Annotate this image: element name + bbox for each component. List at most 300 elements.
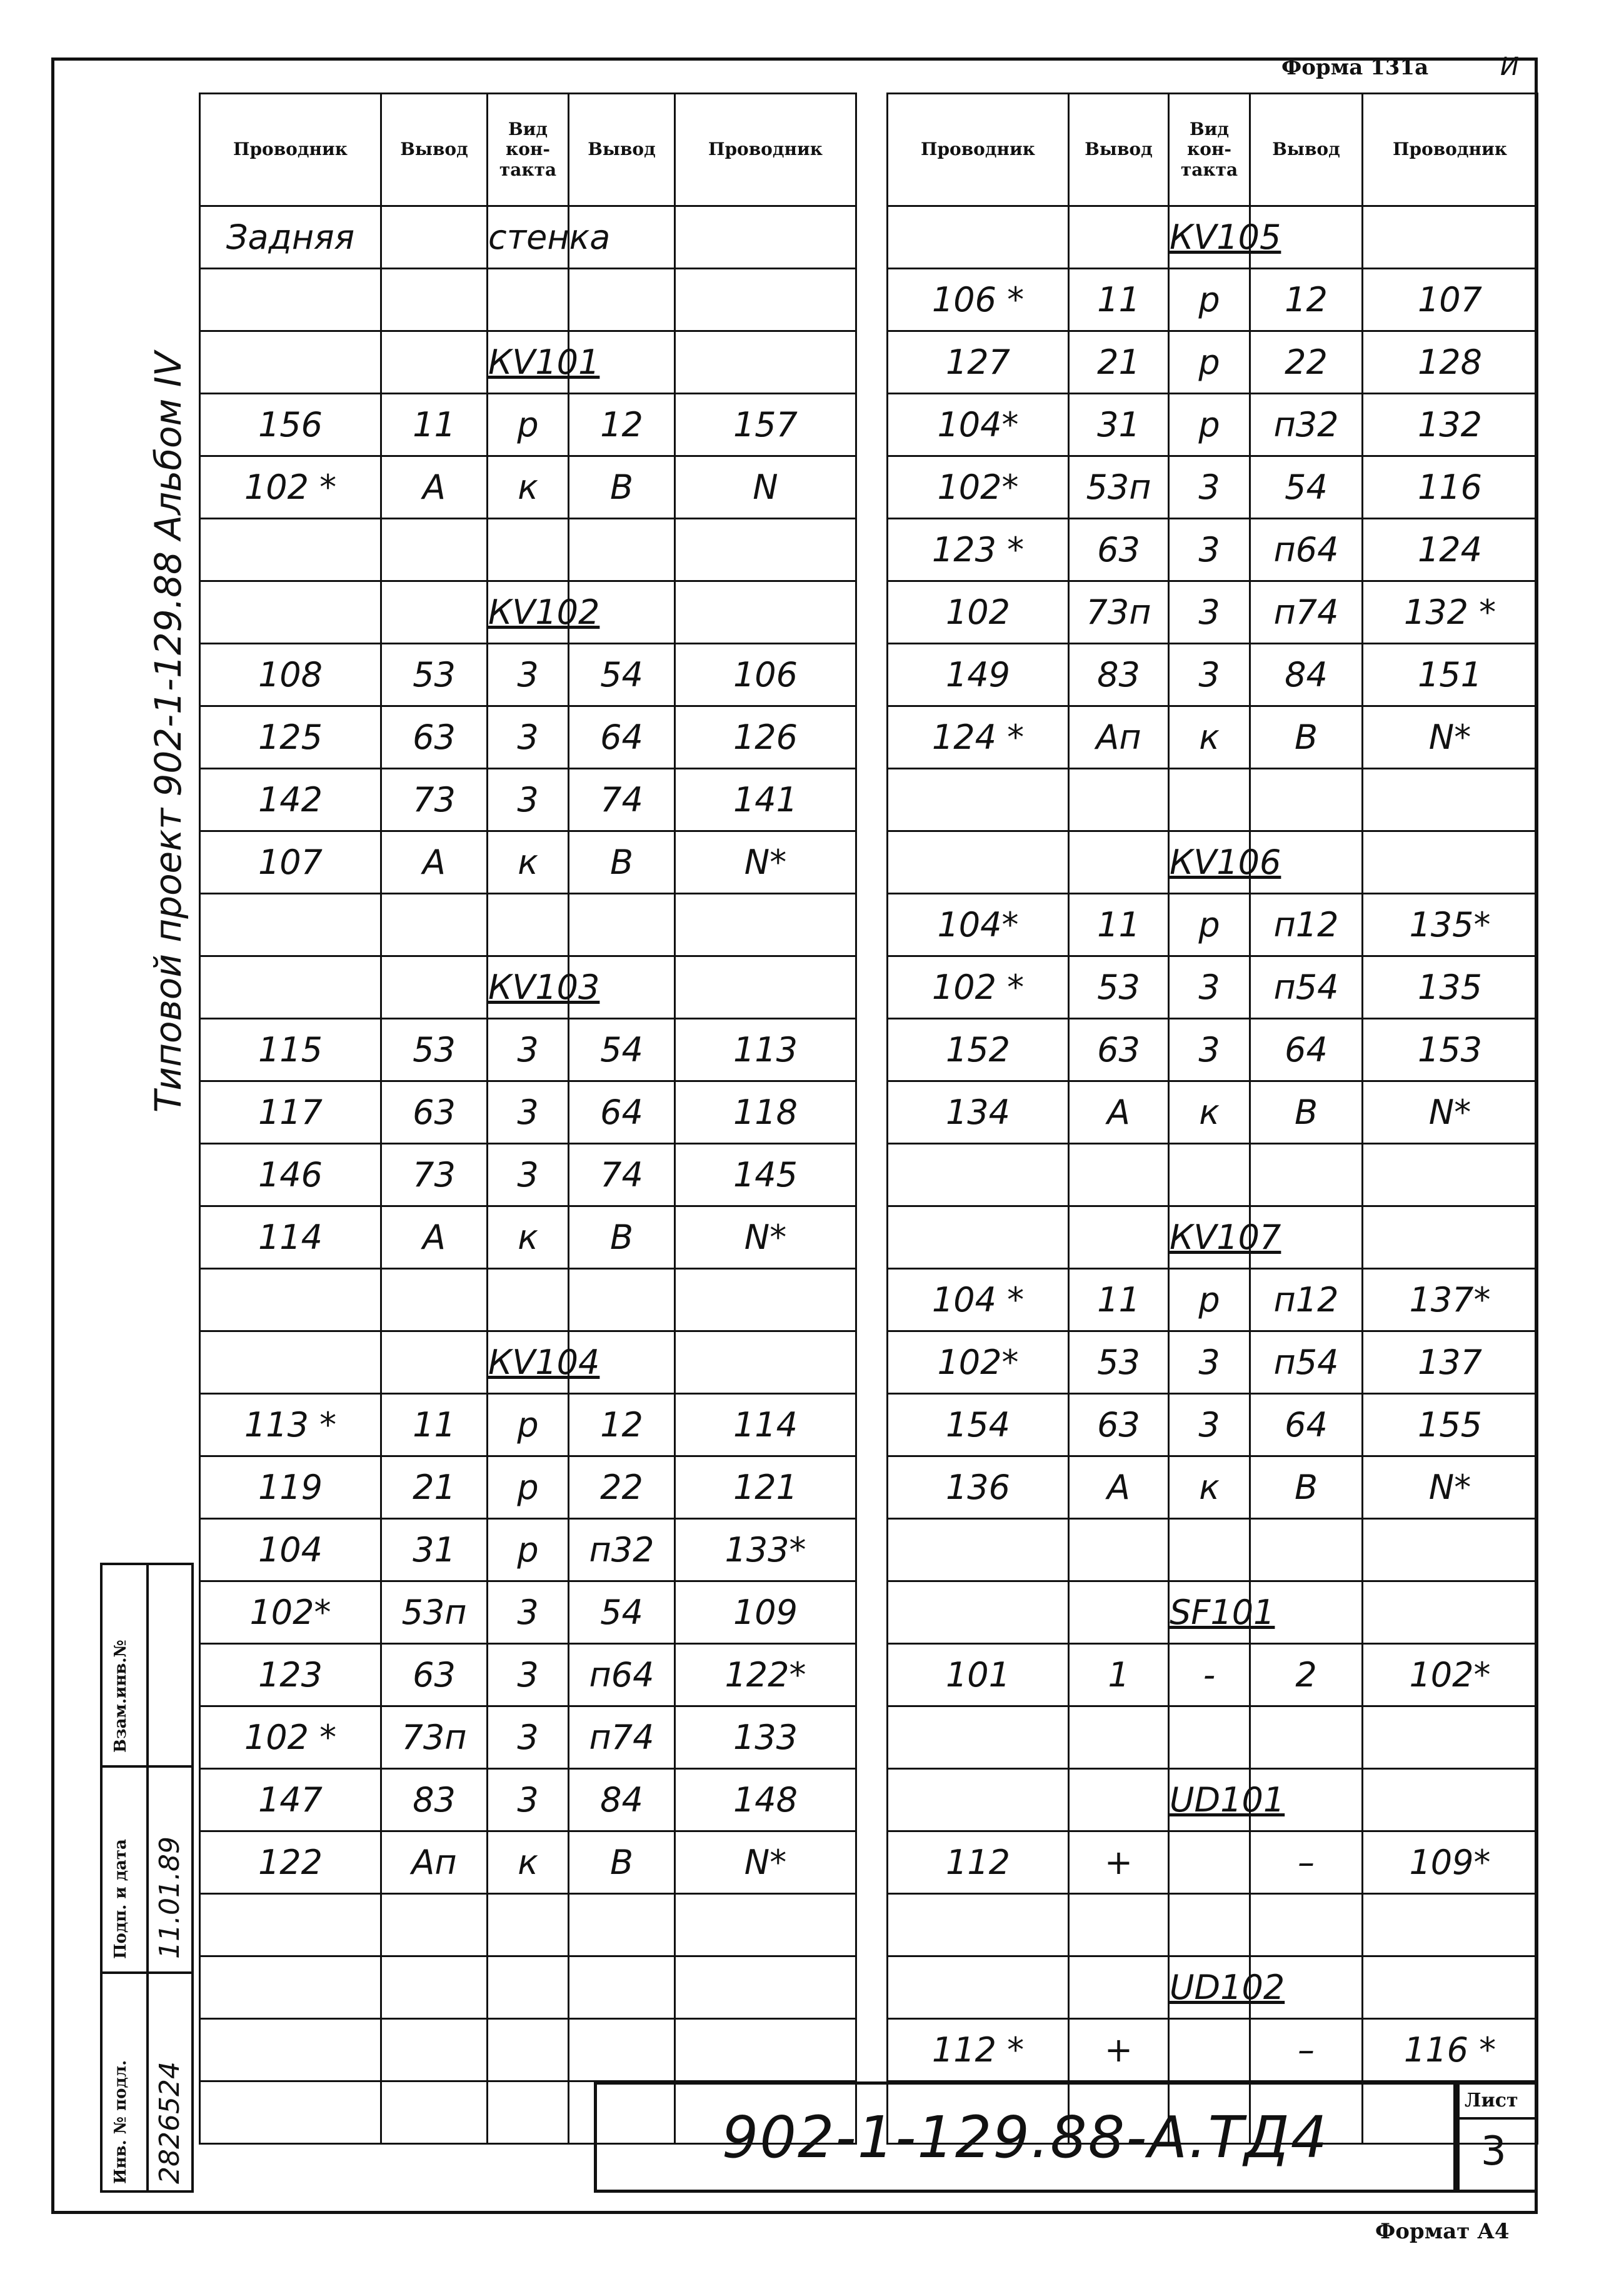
stamp-value-date: 11.01.89 (154, 1836, 186, 1959)
table-cell: 3 (488, 644, 569, 706)
table-cell: 53 (381, 644, 488, 706)
header-conductor: Проводник (675, 94, 856, 206)
table-cell: 122 (200, 1831, 381, 1894)
table-cell: 133* (675, 1519, 856, 1581)
table-cell: 124 * (888, 706, 1069, 769)
table-row (200, 1644, 856, 1706)
table-cell (381, 894, 488, 956)
table-cell: 156 (200, 394, 381, 456)
table-cell: UD102 (1169, 1956, 1250, 2019)
table-row (200, 394, 856, 456)
table-cell (200, 1894, 381, 1956)
table-cell: к (1169, 1456, 1250, 1519)
table-cell: 102 (888, 581, 1069, 644)
table-cell (200, 269, 381, 331)
stamp-label-replaced: Взам.инв.№ (111, 1640, 130, 1753)
table-cell (1250, 1894, 1363, 1956)
table-row (200, 1394, 856, 1456)
format-label: Формат А4 (1375, 2219, 1510, 2244)
table-cell: 3 (488, 1644, 569, 1706)
table-cell (1069, 1769, 1169, 1831)
table-cell: 64 (1250, 1394, 1363, 1456)
table-cell (381, 581, 488, 644)
table-cell: 145 (675, 1144, 856, 1206)
table-cell (381, 1269, 488, 1331)
table-cell: В (1250, 1456, 1363, 1519)
table-cell: А (381, 831, 488, 894)
table-cell (1363, 769, 1538, 831)
title-block (594, 2081, 1456, 2193)
table-cell (675, 1331, 856, 1394)
table-cell (675, 581, 856, 644)
table-cell (1069, 1581, 1169, 1644)
table-row (888, 894, 1538, 956)
table-cell: 109 (675, 1581, 856, 1644)
table-cell: 3 (1169, 1331, 1250, 1394)
table-cell (1069, 1206, 1169, 1269)
table-cell: 136 (888, 1456, 1069, 1519)
table-cell: 3 (1169, 1394, 1250, 1456)
table-row (888, 206, 1538, 269)
table-row (200, 519, 856, 581)
table-cell (1363, 1206, 1538, 1269)
table-row (888, 331, 1538, 394)
table-cell: N* (1363, 1081, 1538, 1144)
table-row (888, 1019, 1538, 1081)
table-cell (488, 2081, 569, 2144)
table-cell: 134 (888, 1081, 1069, 1144)
table-cell (675, 1269, 856, 1331)
table-cell: 84 (569, 1769, 675, 1831)
table-cell: 53п (1069, 456, 1169, 519)
table-cell: п32 (569, 1519, 675, 1581)
table-cell (569, 269, 675, 331)
table-row (888, 769, 1538, 831)
table-cell: 102* (200, 1581, 381, 1644)
table-cell: 113 (675, 1019, 856, 1081)
table-cell: 73п (1069, 581, 1169, 644)
table-row (888, 1331, 1538, 1394)
table-cell: В (1250, 1081, 1363, 1144)
table-cell: 3 (488, 1019, 569, 1081)
table-cell: 112 (888, 1831, 1069, 1894)
table-cell: 53 (1069, 1331, 1169, 1394)
table-cell: 132 * (1363, 581, 1538, 644)
header-terminal: Вывод (1250, 94, 1363, 206)
table-row (200, 2019, 856, 2081)
table-cell (1363, 1956, 1538, 2019)
table-cell: 114 (200, 1206, 381, 1269)
table-cell: 83 (1069, 644, 1169, 706)
table-cell (1069, 1956, 1169, 2019)
table-cell (1169, 1144, 1250, 1206)
table-cell: N* (675, 1206, 856, 1269)
table-cell (569, 1894, 675, 1956)
table-cell: 154 (888, 1394, 1069, 1456)
table-cell (381, 1894, 488, 1956)
table-cell (200, 581, 381, 644)
table-cell (675, 2019, 856, 2081)
table-cell: 128 (1363, 331, 1538, 394)
table-cell (1363, 206, 1538, 269)
table-cell: р (488, 394, 569, 456)
table-cell: 135* (1363, 894, 1538, 956)
table-cell (1169, 2019, 1250, 2081)
table-cell: 3 (488, 1706, 569, 1769)
table-cell: 63 (381, 706, 488, 769)
table-cell: 84 (1250, 644, 1363, 706)
table-row (200, 1581, 856, 1644)
table-cell (1250, 1519, 1363, 1581)
table-cell: КV105 (1169, 206, 1250, 269)
table-cell: 133 (675, 1706, 856, 1769)
table-cell (675, 269, 856, 331)
table-row (200, 769, 856, 831)
table-cell: 3 (1169, 644, 1250, 706)
table-cell: к (488, 1831, 569, 1894)
table-cell: 3 (1169, 519, 1250, 581)
table-cell (675, 519, 856, 581)
table-cell: 122* (675, 1644, 856, 1706)
table-cell: 63 (1069, 519, 1169, 581)
table-cell: 3 (488, 706, 569, 769)
table-cell: 124 (1363, 519, 1538, 581)
table-cell: р (1169, 331, 1250, 394)
table-row (200, 269, 856, 331)
table-row (888, 519, 1538, 581)
table-cell: 157 (675, 394, 856, 456)
table-cell (1363, 1519, 1538, 1581)
table-cell: КV104 (488, 1331, 569, 1394)
table-row (200, 956, 856, 1019)
table-cell (888, 1706, 1069, 1769)
table-row (200, 1706, 856, 1769)
table-cell: 11 (1069, 1269, 1169, 1331)
table-cell: 2 (1250, 1644, 1363, 1706)
stamp-block (100, 1563, 194, 2193)
table-row (888, 1769, 1538, 1831)
table-cell: р (488, 1456, 569, 1519)
table-cell: 3 (1169, 456, 1250, 519)
table-row (888, 1456, 1538, 1519)
table-cell: 3 (488, 1769, 569, 1831)
table-row (200, 1331, 856, 1394)
table-cell: 63 (1069, 1019, 1169, 1081)
table-cell (1363, 1706, 1538, 1769)
table-cell (888, 769, 1069, 831)
table-cell: 3 (1169, 581, 1250, 644)
table-cell: р (1169, 894, 1250, 956)
table-cell: 21 (1069, 331, 1169, 394)
table-cell (888, 1519, 1069, 1581)
table-cell: 116 * (1363, 2019, 1538, 2081)
table-row (888, 581, 1538, 644)
table-cell: 126 (675, 706, 856, 769)
table-cell (488, 894, 569, 956)
table-cell: - (1169, 1644, 1250, 1706)
table-cell (675, 1894, 856, 1956)
table-cell: 83 (381, 1769, 488, 1831)
table-cell: 22 (1250, 331, 1363, 394)
table-cell: 21 (381, 1456, 488, 1519)
table-cell: п64 (569, 1644, 675, 1706)
table-cell: 11 (381, 394, 488, 456)
table-cell (1363, 1769, 1538, 1831)
table-cell (381, 1956, 488, 2019)
table-cell: N* (1363, 706, 1538, 769)
table-row (200, 1894, 856, 1956)
sheet-label: Лист (1465, 2090, 1518, 2111)
table-cell: п54 (1250, 1331, 1363, 1394)
table-cell (888, 1581, 1069, 1644)
table-cell: В (569, 456, 675, 519)
table-cell (488, 1956, 569, 2019)
table-cell: 104* (888, 394, 1069, 456)
table-cell (888, 831, 1069, 894)
table-cell: + (1069, 1831, 1169, 1894)
table-cell: 53 (381, 1019, 488, 1081)
table-cell (1069, 1706, 1169, 1769)
table-cell (200, 894, 381, 956)
table-row (888, 1144, 1538, 1206)
table-cell (381, 269, 488, 331)
table-row (888, 831, 1538, 894)
header-conductor: Проводник (200, 94, 381, 206)
stamp-value-inventory: 2826524 (154, 2061, 186, 2184)
table-cell (1069, 1894, 1169, 1956)
table-cell: 152 (888, 1019, 1069, 1081)
table-cell: 31 (1069, 394, 1169, 456)
table-cell (200, 2081, 381, 2144)
table-row (200, 581, 856, 644)
table-cell: п74 (569, 1706, 675, 1769)
table-cell: – (1250, 1831, 1363, 1894)
table-cell: к (488, 456, 569, 519)
header-terminal: Вывод (569, 94, 675, 206)
table-row (200, 1019, 856, 1081)
table-cell (569, 1956, 675, 2019)
table-cell: п74 (1250, 581, 1363, 644)
table-cell: 11 (1069, 894, 1169, 956)
table-cell (200, 519, 381, 581)
table-cell: N* (675, 831, 856, 894)
table-cell: 22 (569, 1456, 675, 1519)
table-cell: – (1250, 2019, 1363, 2081)
table-cell: р (488, 1519, 569, 1581)
table-cell: 108 (200, 644, 381, 706)
table-row (888, 644, 1538, 706)
table-cell (675, 206, 856, 269)
table-cell (1069, 1519, 1169, 1581)
table-row (888, 706, 1538, 769)
stamp-label-signature: Подп. и дата (111, 1839, 130, 1959)
table-cell: п32 (1250, 394, 1363, 456)
table-row (888, 1831, 1538, 1894)
table-cell (888, 1769, 1069, 1831)
table-cell (488, 1269, 569, 1331)
table-row (200, 1144, 856, 1206)
table-cell: 132 (1363, 394, 1538, 456)
table-cell (569, 1269, 675, 1331)
left-wiring-table (199, 93, 857, 2145)
table-row (888, 1581, 1538, 1644)
table-row (200, 706, 856, 769)
table-cell (1069, 206, 1169, 269)
table-row (200, 1456, 856, 1519)
table-cell: 153 (1363, 1019, 1538, 1081)
table-cell: 54 (569, 644, 675, 706)
table-cell: 3 (488, 1581, 569, 1644)
table-cell: В (569, 1206, 675, 1269)
table-cell: п54 (1250, 956, 1363, 1019)
table-cell (200, 2019, 381, 2081)
table-cell (200, 956, 381, 1019)
table-cell: 3 (1169, 956, 1250, 1019)
table-row (200, 894, 856, 956)
table-row (888, 1206, 1538, 1269)
table-cell: 104* (888, 894, 1069, 956)
table-cell (1363, 1894, 1538, 1956)
table-cell: Задняя (200, 206, 381, 269)
table-cell: А (381, 456, 488, 519)
table-header-row (888, 94, 1538, 206)
table-row (888, 1706, 1538, 1769)
table-cell: стенка (488, 206, 569, 269)
table-cell: 73 (381, 1144, 488, 1206)
table-row (200, 1956, 856, 2019)
sheet-number-box (1456, 2081, 1538, 2193)
table-row (200, 206, 856, 269)
table-cell: 73п (381, 1706, 488, 1769)
table-cell: 63 (381, 1644, 488, 1706)
table-cell: 64 (569, 1081, 675, 1144)
table-cell: 137 (1363, 1331, 1538, 1394)
table-cell: к (1169, 1081, 1250, 1144)
table-cell: 142 (200, 769, 381, 831)
table-cell: 101 (888, 1644, 1069, 1706)
table-cell (1169, 1706, 1250, 1769)
table-cell: N* (675, 1831, 856, 1894)
table-cell (675, 894, 856, 956)
table-cell: 116 (1363, 456, 1538, 519)
table-row (200, 331, 856, 394)
corner-mark: И (1500, 53, 1519, 81)
table-cell: 149 (888, 644, 1069, 706)
table-row (888, 1644, 1538, 1706)
table-cell: 151 (1363, 644, 1538, 706)
table-cell: КV107 (1169, 1206, 1250, 1269)
table-cell: 64 (569, 706, 675, 769)
table-row (888, 1519, 1538, 1581)
stamp-label-inventory: Инв. № подл. (111, 2060, 130, 2184)
header-terminal: Вывод (381, 94, 488, 206)
table-cell (1069, 769, 1169, 831)
table-cell: Ап (381, 1831, 488, 1894)
table-cell: к (488, 1206, 569, 1269)
table-cell (888, 1206, 1069, 1269)
table-cell: 3 (488, 769, 569, 831)
table-cell: к (1169, 706, 1250, 769)
side-title: Типовой проект 902-1-129.88 Альбом IV (147, 351, 189, 1113)
table-cell: КV102 (488, 581, 569, 644)
table-cell: 54 (569, 1581, 675, 1644)
table-cell: + (1069, 2019, 1169, 2081)
table-row (200, 831, 856, 894)
table-cell: 135 (1363, 956, 1538, 1019)
table-cell (888, 1894, 1069, 1956)
table-cell (488, 2019, 569, 2081)
table-row (888, 2019, 1538, 2081)
table-cell: 1 (1069, 1644, 1169, 1706)
table-cell: N* (1363, 1456, 1538, 1519)
table-cell (1250, 1706, 1363, 1769)
table-cell (200, 1269, 381, 1331)
table-cell: А (381, 1206, 488, 1269)
table-cell: 141 (675, 769, 856, 831)
table-cell: 12 (569, 1394, 675, 1456)
table-cell: 127 (888, 331, 1069, 394)
table-cell (1169, 1831, 1250, 1894)
table-row (888, 1956, 1538, 2019)
table-cell (381, 519, 488, 581)
table-row (200, 1269, 856, 1331)
table-cell: N (675, 456, 856, 519)
table-cell: 125 (200, 706, 381, 769)
table-row (200, 1081, 856, 1144)
table-cell: 102 * (888, 956, 1069, 1019)
table-row (888, 1894, 1538, 1956)
table-cell (1250, 1144, 1363, 1206)
table-cell: 3 (488, 1081, 569, 1144)
table-cell (675, 956, 856, 1019)
table-cell: 123 * (888, 519, 1069, 581)
table-cell (888, 206, 1069, 269)
table-cell (381, 1331, 488, 1394)
table-cell: п12 (1250, 1269, 1363, 1331)
table-cell: 63 (1069, 1394, 1169, 1456)
table-cell (569, 519, 675, 581)
table-cell: 74 (569, 769, 675, 831)
document-code: 902-1-129.88-А.ТД4 (721, 2103, 1329, 2171)
table-cell: п64 (1250, 519, 1363, 581)
table-row (888, 1394, 1538, 1456)
table-cell: А (1069, 1456, 1169, 1519)
table-cell: 11 (381, 1394, 488, 1456)
table-cell: р (1169, 269, 1250, 331)
table-cell: 112 * (888, 2019, 1069, 2081)
table-row (888, 269, 1538, 331)
table-row (200, 1206, 856, 1269)
table-row (200, 1519, 856, 1581)
table-cell: 3 (1169, 1019, 1250, 1081)
table-row (200, 456, 856, 519)
table-cell (381, 956, 488, 1019)
sheet-number: 3 (1481, 2128, 1506, 2175)
table-cell (200, 331, 381, 394)
table-row (888, 1081, 1538, 1144)
table-cell: 12 (569, 394, 675, 456)
table-cell: В (569, 831, 675, 894)
table-cell (675, 1956, 856, 2019)
table-cell: 3 (488, 1144, 569, 1206)
table-row (200, 644, 856, 706)
right-wiring-table (886, 93, 1538, 2145)
table-cell (1363, 1144, 1538, 1206)
table-cell (381, 331, 488, 394)
table-cell: 123 (200, 1644, 381, 1706)
table-cell (1363, 1581, 1538, 1644)
table-cell (200, 1331, 381, 1394)
